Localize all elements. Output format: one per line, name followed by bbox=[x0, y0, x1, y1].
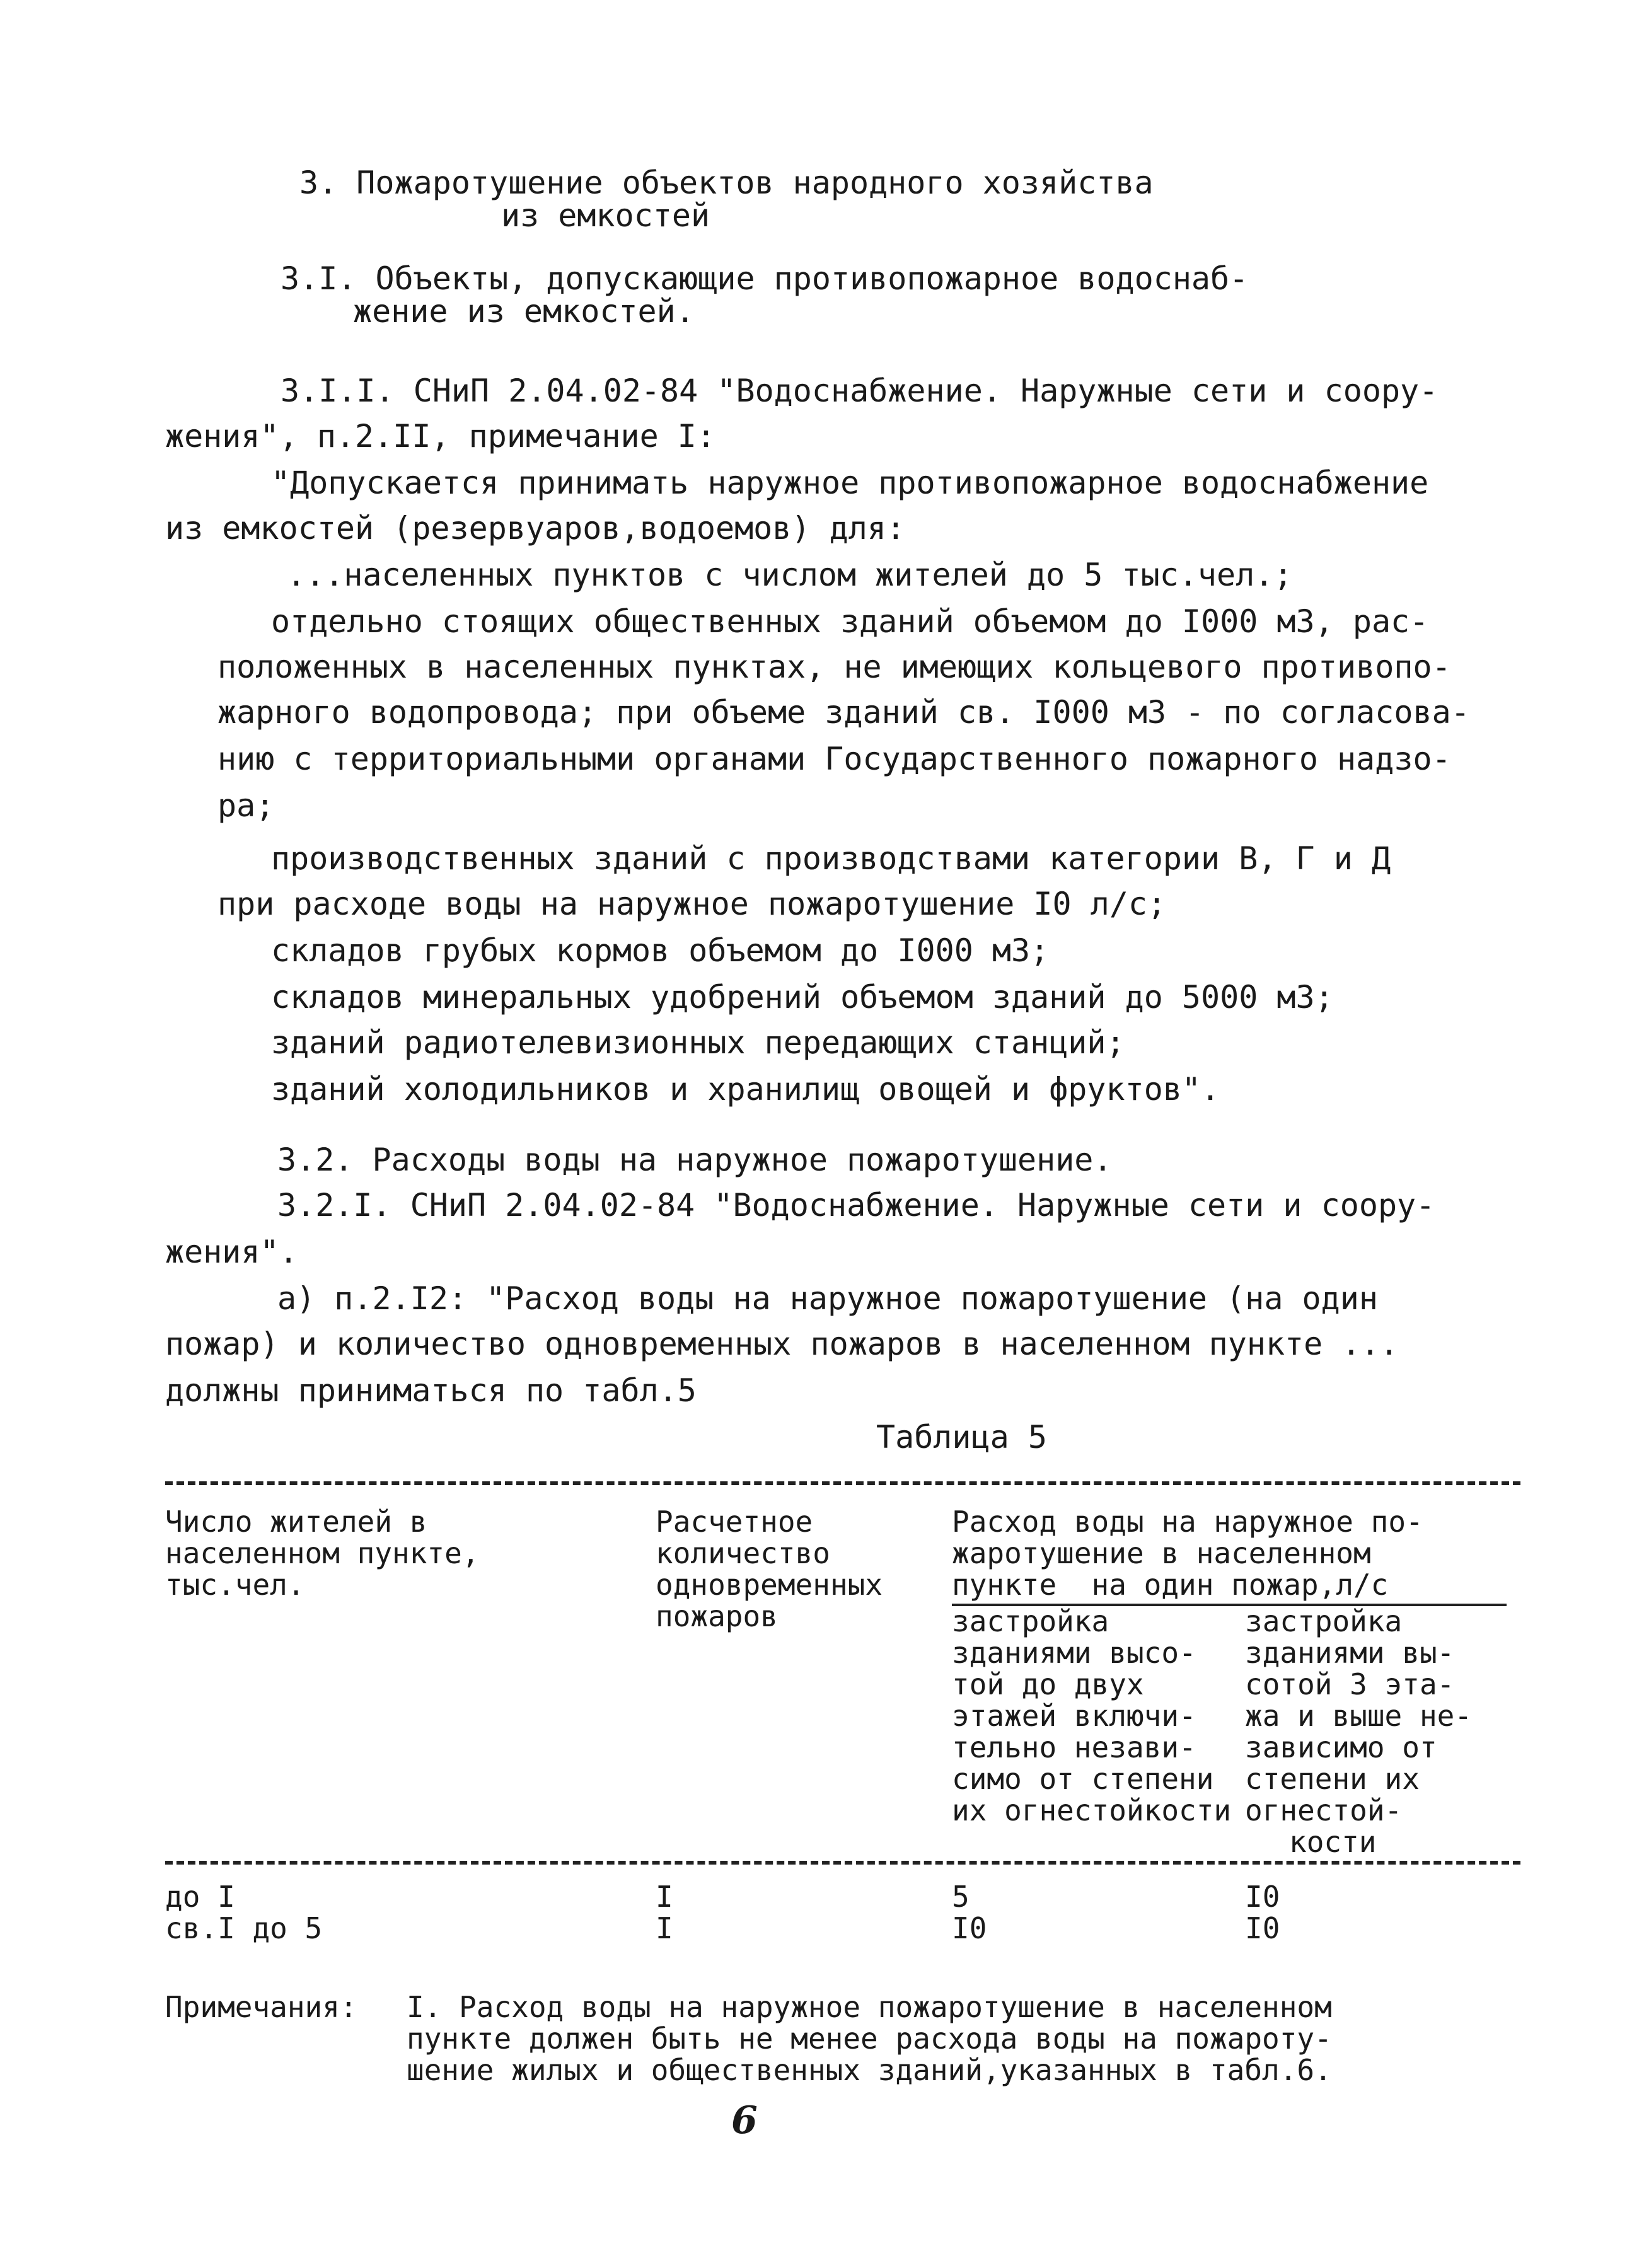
cell-fires: I bbox=[656, 1880, 673, 1914]
header-text: населенном пункте, bbox=[165, 1536, 480, 1570]
table-header-rule bbox=[165, 1861, 1520, 1865]
notes-line-1: I. Расход воды на наружное пожаротушение в населенном bbox=[407, 1990, 1332, 2024]
p311-line-4: из емкостей (резервуаров,водоемов) для: bbox=[165, 510, 905, 547]
subsection-heading-line1: 3.I. Объекты, допускающие противопожарное водоснаб- bbox=[281, 260, 1249, 297]
subheader-text: этажей включи- bbox=[952, 1699, 1196, 1733]
subheader-text: сотой 3 эта- bbox=[1245, 1667, 1455, 1701]
p311-line-13: складов грубых кормов объемом до I000 м3; bbox=[271, 932, 1050, 969]
cell-population: до I bbox=[165, 1880, 235, 1914]
subheader-text: жа и выше не- bbox=[1245, 1699, 1473, 1733]
page-number: 6 bbox=[731, 2098, 758, 2143]
section-heading-line2: из емкостей bbox=[501, 197, 710, 234]
header-text: Расчетное bbox=[656, 1505, 813, 1539]
header-text: жаротушение в населенном bbox=[952, 1536, 1371, 1570]
subsection-heading-line2: жение из емкостей. bbox=[353, 293, 695, 330]
p311-line-1: 3.I.I. СНиП 2.04.02-84 "Водоснабжение. Наружные сети и соору- bbox=[281, 373, 1438, 409]
p311-line-16: зданий холодильников и хранилищ овощей и фруктов". bbox=[271, 1071, 1220, 1108]
header-text: пункте на один пожар,л/с bbox=[952, 1568, 1389, 1602]
table-caption: Таблица 5 bbox=[876, 1419, 1047, 1455]
header-text: одновременных bbox=[656, 1568, 883, 1602]
notes-line-2: пункте должен быть не менее расхода воды на пожароту- bbox=[407, 2022, 1332, 2056]
p311-line-11: производственных зданий с производствами категории В, Г и Д bbox=[271, 840, 1391, 877]
p311-line-9: нию с территориальными органами Государственного пожарного надзо- bbox=[217, 741, 1451, 777]
table-top-rule bbox=[165, 1481, 1520, 1485]
p311-line-14: складов минеральных удобрений объемом зданий до 5000 м3; bbox=[271, 979, 1334, 1015]
p311-line-2: жения", п.2.II, примечание I: bbox=[165, 418, 715, 454]
p311-line-8: жарного водопровода; при объеме зданий св. I000 м3 - по согласова- bbox=[217, 694, 1470, 731]
s32-a-line-3: должны приниматься по табл.5 bbox=[165, 1372, 697, 1409]
cell-flow-high-rise: I0 bbox=[1245, 1880, 1280, 1914]
s32-a-line-1: а) п.2.I2: "Расход воды на наружное пожаротушение (на один bbox=[277, 1280, 1378, 1317]
cell-flow-low-rise: 5 bbox=[952, 1880, 970, 1914]
subheader-text: зависимо от bbox=[1245, 1730, 1437, 1764]
subheader-text: огнестой- bbox=[1245, 1793, 1403, 1827]
subheader-text: степени их bbox=[1245, 1762, 1420, 1796]
p311-line-15: зданий радиотелевизионных передающих станций; bbox=[271, 1024, 1125, 1061]
s32-line-2: жения". bbox=[165, 1234, 298, 1270]
header-text: Число жителей в bbox=[165, 1505, 427, 1539]
notes-label: Примечания: bbox=[165, 1990, 357, 2024]
s32-a-line-2: пожар) и количество одновременных пожаров в населенном пункте ... bbox=[165, 1326, 1399, 1362]
p311-line-5: ...населенных пунктов с числом жителей до 5 тыс.чел.; bbox=[287, 557, 1293, 593]
p311-line-7: положенных в населенных пунктах, не имеющих кольцевого противопо- bbox=[217, 649, 1451, 685]
subheader-text: застройка bbox=[1245, 1604, 1403, 1638]
p311-line-3: "Допускается принимать наружное противопожарное водоснабжение bbox=[271, 465, 1429, 501]
notes-line-3: шение жилых и общественных зданий,указанных в табл.6. bbox=[407, 2053, 1332, 2087]
s32-line-1: 3.2.I. СНиП 2.04.02-84 "Водоснабжение. Наружные сети и соору- bbox=[277, 1187, 1435, 1224]
header-text: пожаров bbox=[656, 1599, 778, 1633]
subheader-text: их огнестойкости bbox=[952, 1793, 1232, 1827]
cell-flow-high-rise: I0 bbox=[1245, 1911, 1280, 1945]
section-heading-line1: 3. Пожаротушение объектов народного хозяйства bbox=[299, 165, 1154, 201]
subheader-text: тельно незави- bbox=[952, 1730, 1196, 1764]
p311-line-12: при расходе воды на наружное пожаротушение I0 л/с; bbox=[217, 886, 1167, 922]
s32-title: 3.2. Расходы воды на наружное пожаротушение. bbox=[277, 1142, 1113, 1178]
subheader-text: той до двух bbox=[952, 1667, 1144, 1701]
header-text: Расход воды на наружное по- bbox=[952, 1505, 1423, 1539]
p311-line-6: отдельно стоящих общественных зданий объемом до I000 м3, рас- bbox=[271, 603, 1429, 640]
header-text: тыс.чел. bbox=[165, 1568, 305, 1602]
subheader-text: зданиями высо- bbox=[952, 1636, 1196, 1670]
header-text: количество bbox=[656, 1536, 830, 1570]
cell-flow-low-rise: I0 bbox=[952, 1911, 987, 1945]
subheader-text: симо от степени bbox=[952, 1762, 1214, 1796]
subheader-text: зданиями вы- bbox=[1245, 1636, 1455, 1670]
subheader-text: кости bbox=[1289, 1825, 1377, 1859]
cell-population: св.I до 5 bbox=[165, 1911, 323, 1945]
cell-fires: I bbox=[656, 1911, 673, 1945]
p311-line-10: ра; bbox=[217, 787, 275, 824]
subheader-text: застройка bbox=[952, 1604, 1109, 1638]
